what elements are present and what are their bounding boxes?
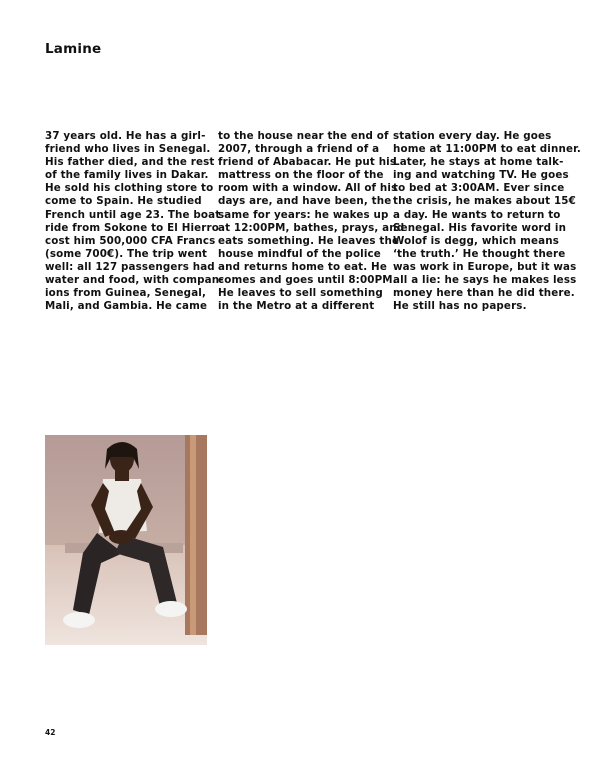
page-number: 42 (45, 728, 56, 737)
text-column-3: station every day. He goes home at 11:00PM to eat dinner. Later, he stays at home talk- ing and watching TV. He goes to bed at 3:00AM. Ever since the crisis, he makes about 15€ a day. He wants to return to Senegal. His favorite word in Wolof is degg, which means ‘the truth.’ He thought there was work in Europe, but it was all a lie: he says he makes less money here than he did there. He still has no papers. (393, 130, 581, 313)
portrait-photo (45, 435, 207, 645)
article-title: Lamine (45, 41, 102, 57)
text-column-1: 37 years old. He has a girl- friend who lives in Senegal. His father died, and the rest of the family lives in Dakar. He sold his clothing store to come to Spain. He studied French until age 23. The boat ride from Sokone to El Hierro cost him 500,000 CFA Francs (some 700€). The trip went well: all 127 passengers had water and food, with compan- ions from Guinea, Senegal, Mali, and Gambia. He came (45, 130, 224, 313)
text-column-2: to the house near the end of 2007, through a friend of a friend of Ababacar. He put his mattress on the floor of the room with a window. All of his days are, and have been, the same for years: he wakes up at 12:00PM, bathes, prays, and eats something. He leaves the house mindful of the police and returns home to eat. He comes and goes until 8:00PM. He leaves to sell something in the Metro at a different (218, 130, 405, 313)
